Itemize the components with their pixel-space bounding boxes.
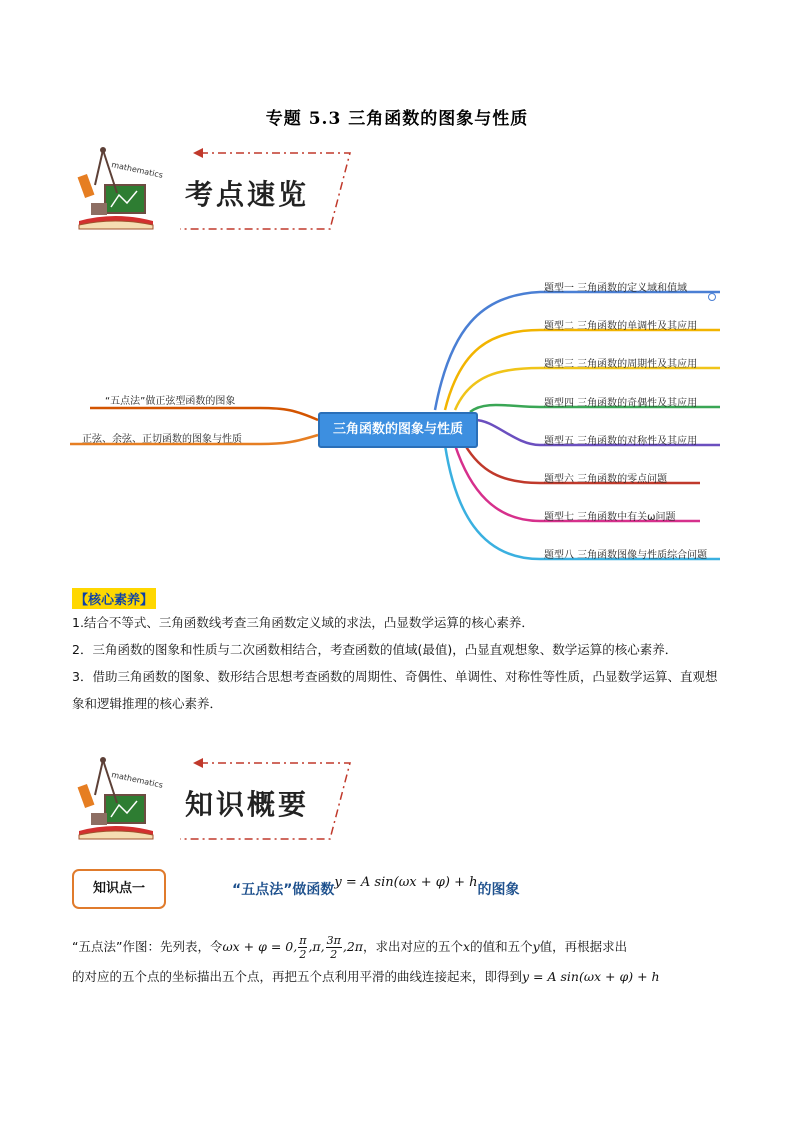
mm-right-item-5: 题型五 三角函数的对称性及其应用 bbox=[544, 436, 698, 447]
mm-right-item-3: 题型三 三角函数的周期性及其应用 bbox=[544, 359, 698, 370]
page-title: 专题 5.3 三角函数的图象与性质 bbox=[265, 109, 529, 129]
section-banner-overview bbox=[75, 145, 375, 235]
fraction-pi-over-2: $\frac{\pi}{2}$ bbox=[299, 934, 307, 961]
logo-word: mathematics bbox=[110, 770, 164, 790]
kp-title-formula: y = A sin(ωx + φ) + h bbox=[334, 875, 478, 890]
fraction-3pi-over-2: $\frac{3\pi}{2}$ bbox=[326, 934, 341, 961]
core-item-2: 2．三角函数的图象和性质与二次函数相结合，考查函数的值域(最值)，凸显直观想象、数学运算的核心素养． bbox=[72, 642, 678, 657]
section-banner-knowledge bbox=[75, 755, 375, 845]
math-teacher-logo-icon bbox=[78, 147, 164, 229]
core-literacy-list bbox=[72, 609, 724, 717]
core-item-3: 3．借助三角函数的图象、数形结合思想考查函数的周期性、奇偶性、单调性、对称性等性质，凸显数学运算、直观想象和逻辑推理的核心素养． bbox=[72, 669, 718, 711]
kp-title-post: 的图象 bbox=[477, 882, 520, 898]
mm-left-item-1: “五点法”做正弦型函数的图象 bbox=[105, 396, 236, 407]
mm-right-item-2: 题型二 三角函数的单调性及其应用 bbox=[544, 321, 698, 332]
logo-word: mathematics bbox=[110, 160, 164, 180]
knowledge-point-title bbox=[232, 875, 520, 899]
knowledge-point-label: 知识点一 bbox=[72, 869, 166, 909]
collapse-marker-icon bbox=[709, 294, 716, 301]
mm-left-item-2: 正弦、余弦、正切函数的图象与性质 bbox=[82, 434, 242, 445]
core-literacy-heading: 【核心素养】 bbox=[72, 588, 156, 609]
mm-right-item-7: 题型七 三角函数中有关ω问题 bbox=[544, 512, 676, 523]
banner-title: 知识概要 bbox=[185, 788, 310, 821]
mind-map-center-node: 三角函数的图象与性质 bbox=[318, 412, 478, 448]
mm-right-item-1: 题型一 三角函数的定义域和值域 bbox=[544, 283, 688, 294]
kp-line-2: 的对应的五个点的坐标描出五个点，再把五个点利用平滑的曲线连接起来，即得到y = A sin(ωx + φ) + h bbox=[72, 969, 660, 984]
math-teacher-logo-icon bbox=[78, 757, 164, 839]
knowledge-paragraph bbox=[72, 932, 724, 992]
kp-title-pre: “五点法”做函数 bbox=[232, 882, 335, 898]
kp-line-1: “五点法”作图：先列表，令ωx + φ = 0, $\frac{\pi}{2}$ ,π, $\frac{3\pi}{2}$ ,2π，求出对应的五个x的值和五个y值，再根据求出 bbox=[72, 934, 628, 961]
core-item-1: 1.结合不等式、三角函数线考查三角函数定义域的求法，凸显数学运算的核心素养． bbox=[72, 615, 534, 630]
mm-right-item-6: 题型六 三角函数的零点问题 bbox=[544, 474, 668, 485]
banner-title: 考点速览 bbox=[185, 178, 310, 211]
mm-right-item-8: 题型八 三角函数图像与性质综合问题 bbox=[544, 550, 708, 561]
mm-right-item-4: 题型四 三角函数的奇偶性及其应用 bbox=[544, 398, 698, 409]
